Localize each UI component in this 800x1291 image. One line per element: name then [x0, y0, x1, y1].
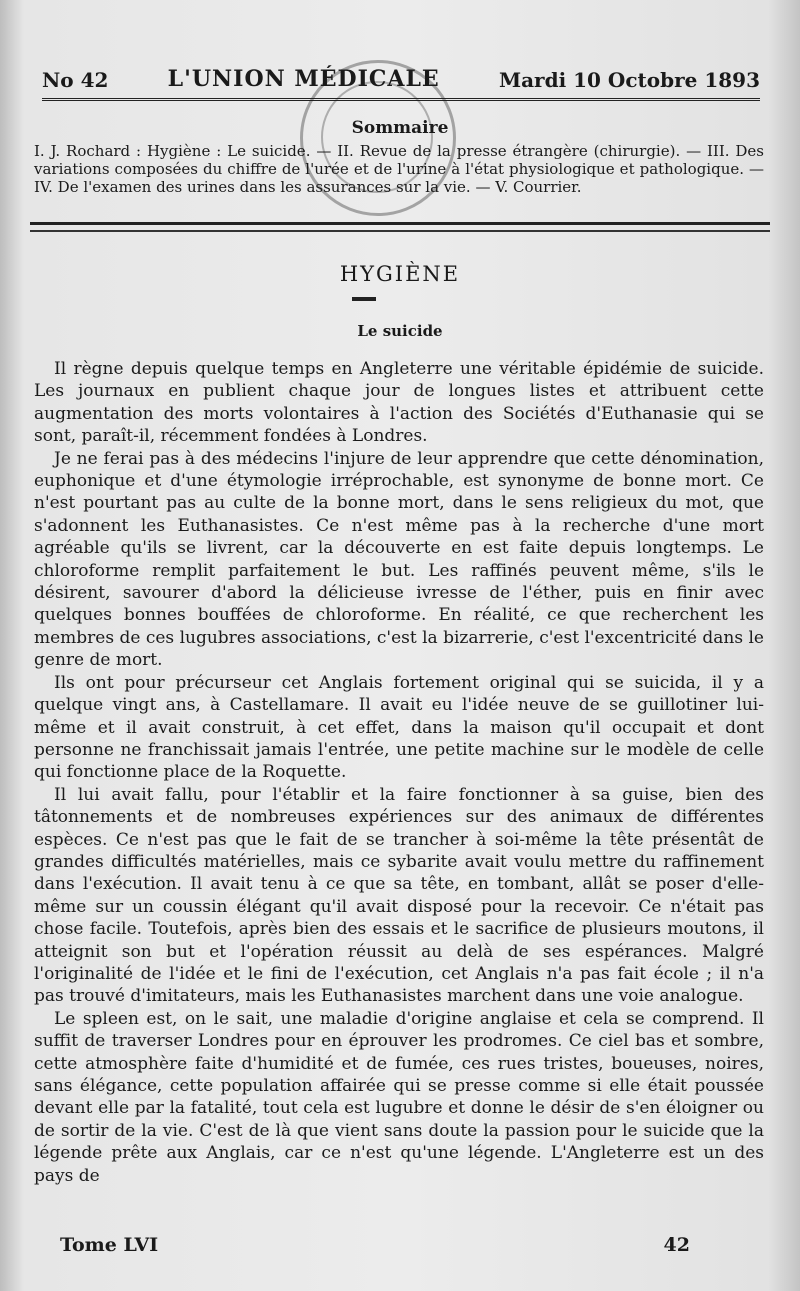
volume-label: Tome LVI: [60, 1234, 159, 1256]
paragraph-3: Ils ont pour précurseur cet Anglais fortement original qui se suicida, il y a quelque vingt ans, à Castellamare. Il avait eu l'idée neuve de se guillotiner lui-même et il avait construit, à cet effet, dans la maison qu'il occupait et dont personne ne franchissait jamais l'entrée, une petite machine sur le modèle de celle qui fonctionne place de la Roquette.: [34, 672, 764, 783]
page-footer: [60, 1234, 690, 1256]
issue-date: Mardi 10 Octobre 1893: [498, 68, 760, 92]
issue-number: No 42: [42, 68, 109, 92]
paragraph-2: Je ne ferai pas à des médecins l'injure de leur apprendre que cette dénomination, euphonique et d'une étymologie irréprochable, est synonyme de bonne mort. Ce n'est pourtant pas au culte de la bonne mort, dans le sens religieux du mot, que s'adonnent les Euthanasistes. Ce n'est même pas à la recherche d'une mort agréable qu'ils se livrent, car la découverte en est faite depuis longtemps. Le chloroforme remplit parfaitement le but. Les raffinés peuvent même, s'ils le désirent, savourer d'abord la délicieuse ivresse de l'éther, puis en finir avec quelques bonnes bouffées de chloroforme. En réalité, ce que recherchent les membres de ces lugubres associations, c'est la bizarrerie, c'est l'excentricité dans le genre de mort.: [34, 448, 764, 671]
article-body: [34, 358, 764, 1187]
paragraph-4: Il lui avait fallu, pour l'établir et la faire fonctionner à sa guise, bien des tâtonnements et de nombreuses expériences sur des animaux de différentes espèces. Ce n'est pas que le fait de se trancher à soi-même la tête présentât de grandes difficultés matérielles, mais ce sybarite avait voulu mettre du raffinement dans l'exécution. Il avait tenu à ce que sa tête, en tombant, allât se poser d'elle-même sur un coussin élégant qu'il avait disposé pour la recevoir. Ce n'était pas chose facile. Toutefois, après bien des essais et le sacrifice de plusieurs moutons, il atteignit son but et l'opération réussit au delà de ses espérances. Malgré l'originalité de l'idée et le fini de l'exécution, cet Anglais n'a pas fait école ; il n'a pas trouvé d'imitateurs, mais les Euthanasistes marchent dans une voie analogue.: [34, 784, 764, 1007]
sommaire-contents: I. J. Rochard : Hygiène : Le suicide. — II. Revue de la presse étrangère (chirurgie). — III. Des variations composées du chiffre de l'urée et de l'urine à l'état physiologique et pathologique. — IV. De l'examen des urines dans les assurances sur la vie. — V. Courrier.: [34, 142, 764, 196]
article-title: Le suicide: [357, 322, 443, 340]
section-heading: HYGIÈNE: [339, 262, 461, 286]
journal-title: L'UNION MÉDICALE: [167, 66, 440, 92]
separator-rule: [30, 222, 770, 225]
separator-rule-thin: [30, 230, 770, 232]
page-number: 42: [663, 1234, 690, 1256]
paragraph-1: Il règne depuis quelque temps en Angleterre une véritable épidémie de suicide. Les journaux en publient chaque jour de longues listes et attribuent cette augmentation des morts volontaires à l'action des Sociétés d'Euthanasie qui se sont, paraît-il, récemment fondées à Londres.: [34, 359, 764, 447]
sommaire-heading: Sommaire: [351, 118, 449, 138]
paragraph-5: Le spleen est, on le sait, une maladie d'origine anglaise et cela se comprend. Il suffit de traverser Londres pour en éprouver les prodromes. Ce ciel bas et sombre, cette atmosphère faite d'humidité et de fumée, ces rues tristes, boueuses, noires, sans élégance, cette population affairée qui se presse comme si elle était poussée devant elle par la fatalité, tout cela est lugubre et donne le désir de s'en éloigner ou de sortir de la vie. C'est de là que vient sans doute la passion pour le suicide que la légende prête aux Anglais, car ce n'est qu'une légende. L'Angleterre est un des pays de: [34, 1008, 764, 1186]
section-dash: [352, 297, 376, 301]
